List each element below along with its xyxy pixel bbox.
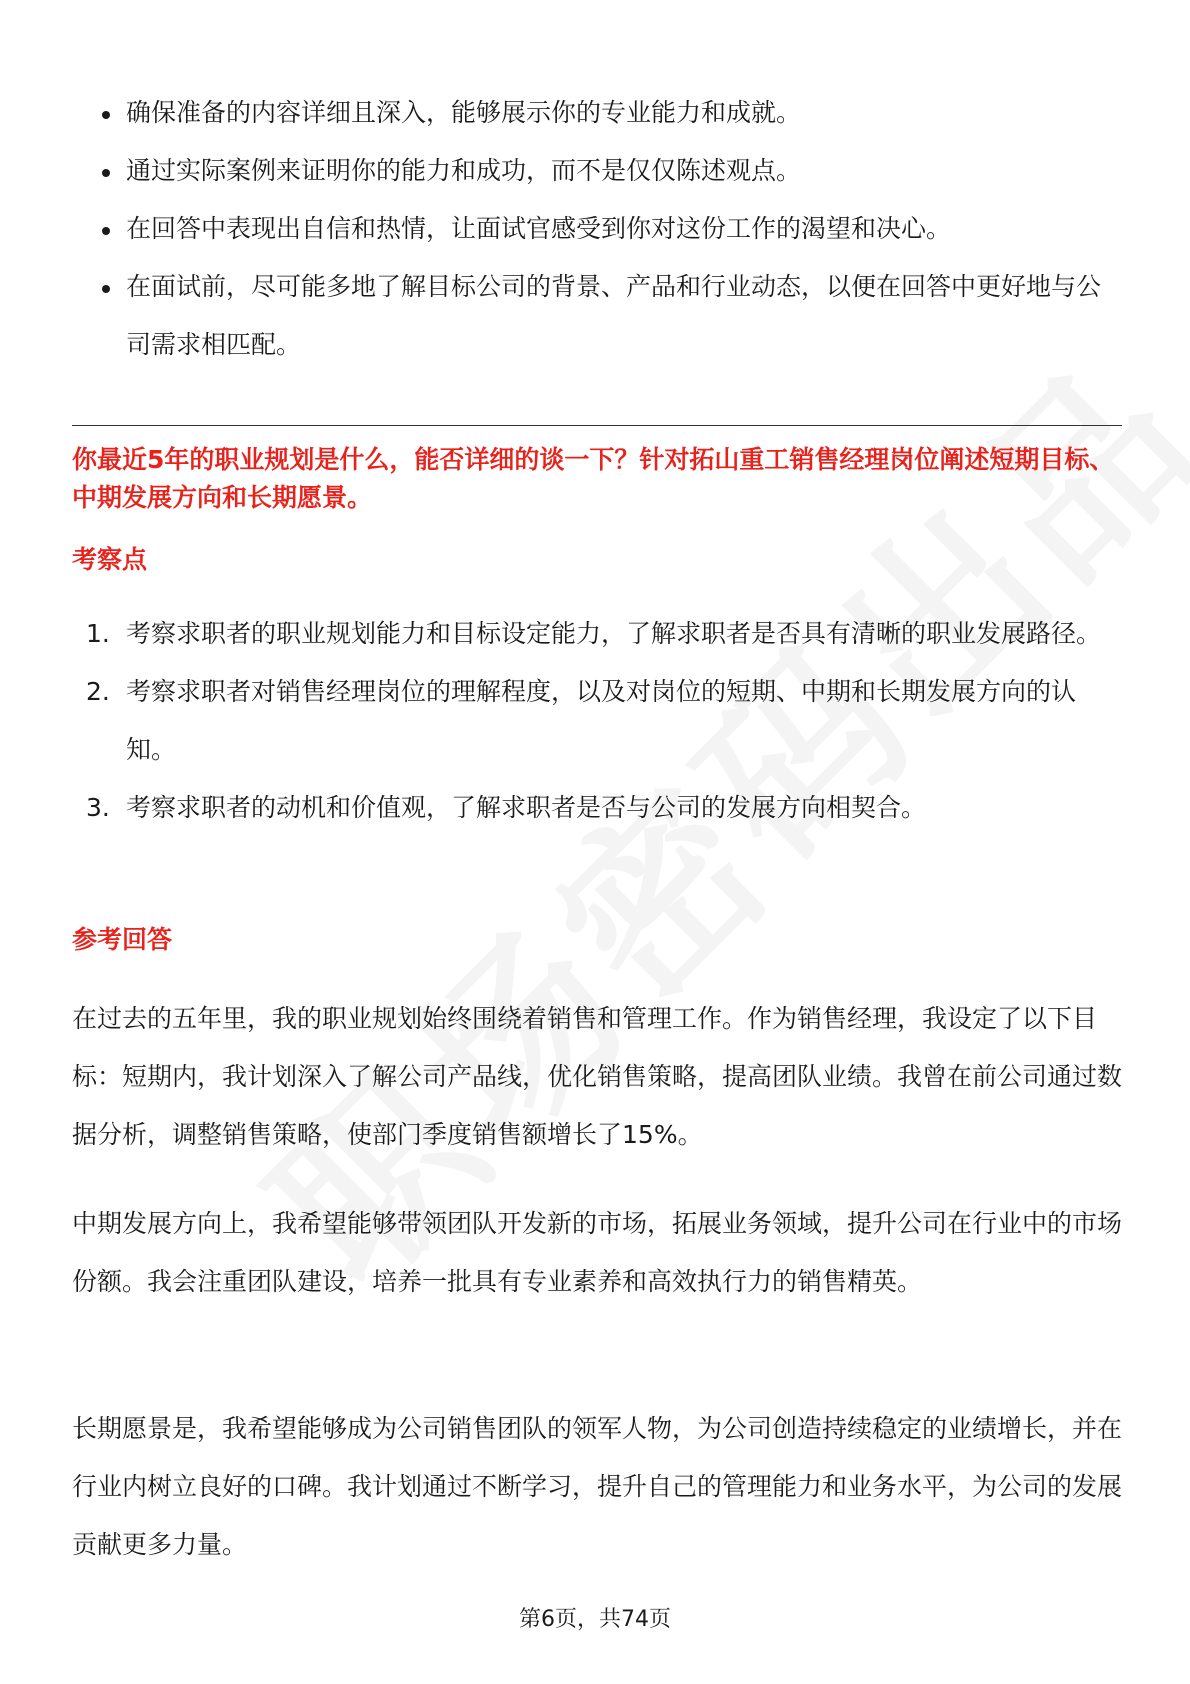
bullet-item: 在面试前，尽可能多地了解目标公司的背景、产品和行业动态，以便在回答中更好地与公司需求相匹配。 [72,258,1122,374]
item-text: 考察求职者对销售经理岗位的理解程度，以及对岗位的短期、中期和长期发展方向的认知。 [126,677,1077,764]
answer-paragraph: 中期发展方向上，我希望能够带领团队开发新的市场，拓展业务领域，提升公司在行业中的市场份额。我会注重团队建设，培养一批具有专业素养和高效执行力的销售精英。 [72,1209,1123,1296]
item-number: 3. [86,793,110,822]
item-text: 考察求职者的职业规划能力和目标设定能力，了解求职者是否具有清晰的职业发展路径。 [126,619,1102,648]
page-number: 第6页，共74页 [519,1607,671,1632]
assessment-item [72,779,1122,837]
bullet-item: 通过实际案例来证明你的能力和成功，而不是仅仅陈述观点。 [72,142,1122,200]
bullet-item: 在回答中表现出自信和热情，让面试官感受到你对这份工作的渴望和决心。 [72,200,1122,258]
answer-paragraph: 长期愿景是，我希望能够成为公司销售团队的领军人物，为公司创造持续稳定的业绩增长，并在行业内树立良好的口碑。我计划通过不断学习，提升自己的管理能力和业务水平，为公司的发展贡献更多力量。 [72,1414,1123,1559]
section-divider [72,425,1122,426]
assessment-list [72,605,1122,837]
item-number: 2. [86,677,110,706]
answer-heading: 参考回答 [72,925,173,954]
assessment-item [72,663,1122,779]
intro-bullet-list [72,84,1122,374]
answer-paragraph: 在过去的五年里，我的职业规划始终围绕着销售和管理工作。作为销售经理，我设定了以下目标：短期内，我计划深入了解公司产品线，优化销售策略，提高团队业绩。我曾在前公司通过数据分析，调整销售策略，使部门季度销售额增长了15%。 [72,1004,1123,1149]
interview-question: 你最近5年的职业规划是什么，能否详细的谈一下？针对拓山重工销售经理岗位阐述短期目标、中期发展方向和长期愿景。 [72,445,1115,512]
assessment-item [72,605,1122,663]
item-number: 1. [86,619,110,648]
bullet-item: 确保准备的内容详细且深入，能够展示你的专业能力和成就。 [72,84,1122,142]
assessment-heading: 考察点 [72,545,148,574]
item-text: 考察求职者的动机和价值观，了解求职者是否与公司的发展方向相契合。 [126,793,927,822]
